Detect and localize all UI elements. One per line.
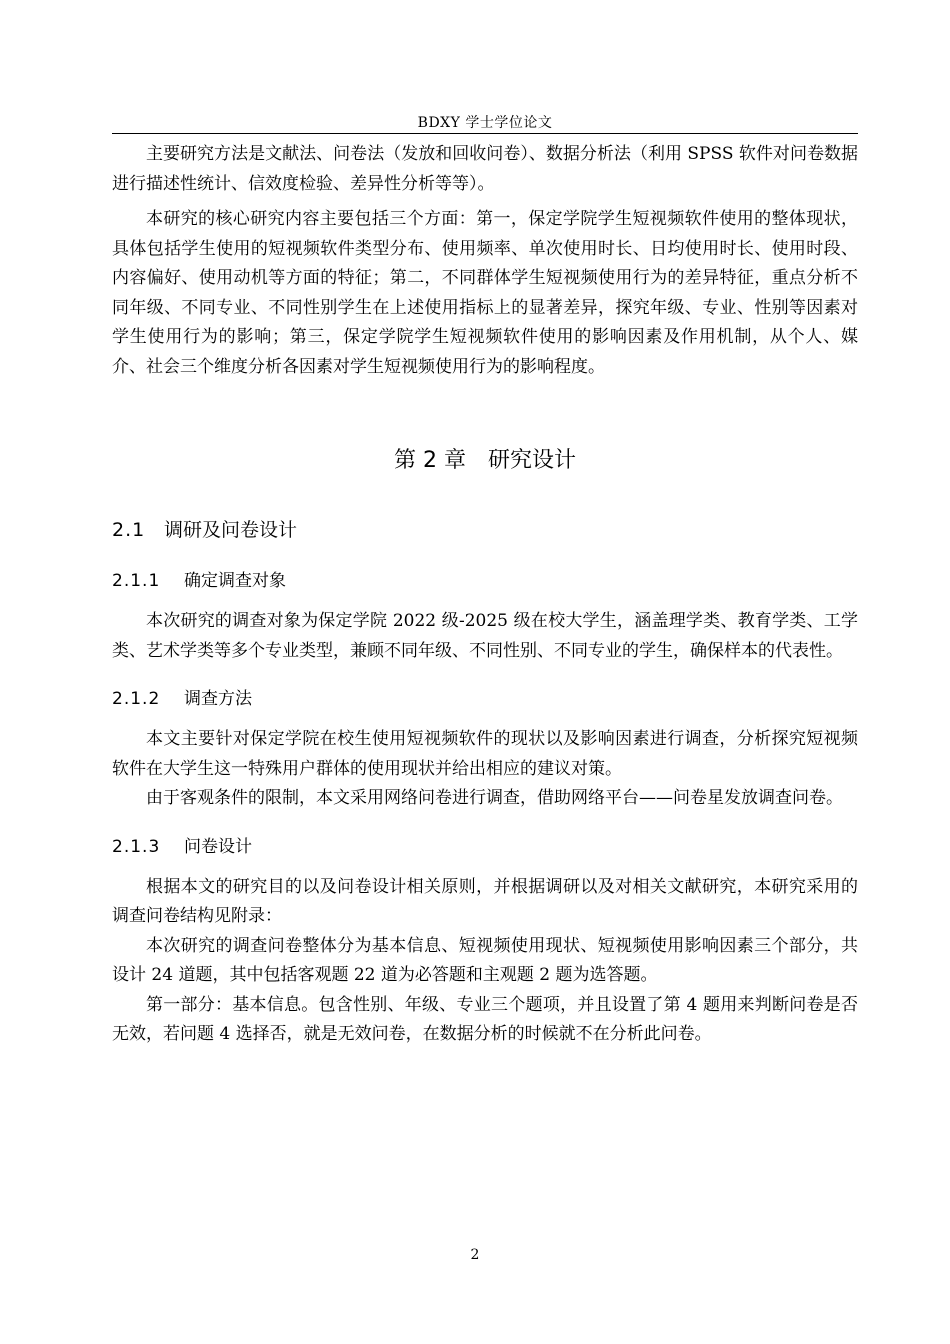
subsection-heading-2-1-3 <box>112 834 858 860</box>
section-number: 2.1 <box>112 519 146 541</box>
paragraph-survey-method-1: 本文主要针对保定学院在校生使用短视频软件的现状以及影响因素进行调查，分析探究短视频软件在大学生这一特殊用户群体的使用现状并给出相应的建议对策。 <box>112 729 858 779</box>
header-rule <box>112 133 858 134</box>
subsection-number: 2.1.1 <box>112 571 161 591</box>
intro-paragraph-core-content: 本研究的核心研究内容主要包括三个方面：第一，保定学院学生短视频软件使用的整体现状，具体包括学生使用的短视频软件类型分布、使用频率、单次使用时长、日均使用时长、使用时段、内容偏好、使用动机等方面的特征；第二，不同群体学生短视频使用行为的差异特征，重点分析不同年级、不同专业、不同性别学生在上述使用指标上的显著差异，探究年级、专业、性别等因素对学生使用行为的影响；第三，保定学院学生短视频软件使用的影响因素及作用机制，从个人、媒介、社会三个维度分析各因素对学生短视频使用行为的影响程度。 <box>112 209 858 377</box>
page-content <box>112 140 858 1050</box>
paragraph-questionnaire-design-2: 本次研究的调查问卷整体分为基本信息、短视频使用现状、短视频使用影响因素三个部分，共设计 24 道题，其中包括客观题 22 道为必答题和主观题 2 题为选答题。 <box>112 935 858 985</box>
subsection-heading-2-1-2 <box>112 686 858 712</box>
subsection-title: 问卷设计 <box>184 836 252 857</box>
paragraph-survey-method-2: 由于客观条件的限制，本文采用网络问卷进行调查，借助网络平台——问卷星发放调查问卷。 <box>146 788 843 808</box>
intro-paragraph-methods: 主要研究方法是文献法、问卷法（发放和回收问卷）、数据分析法（利用 SPSS 软件对问卷数据进行描述性统计、信效度检验、差异性分析等等）。 <box>112 144 858 194</box>
chapter-title: 第 2 章 研究设计 <box>394 448 576 473</box>
section-heading-2-1 <box>112 516 858 544</box>
subsection-title: 调查方法 <box>184 689 252 709</box>
section-title: 调研及问卷设计 <box>164 519 298 541</box>
page-number: 2 <box>470 1247 480 1263</box>
running-header: BDXY 学士学位论文 <box>417 115 553 131</box>
subsection-title: 确定调查对象 <box>184 571 286 591</box>
paragraph-questionnaire-design-1: 根据本文的研究目的以及问卷设计相关原则，并根据调研以及对相关文献研究，本研究采用的调查问卷结构见附录： <box>112 876 858 926</box>
paragraph-questionnaire-design-3: 第一部分：基本信息。包含性别、年级、专业三个题项，并且设置了第 4 题用来判断问卷是否无效，若问题 4 选择否，就是无效问卷，在数据分析的时候就不在分析此问卷。 <box>112 994 858 1044</box>
subsection-number: 2.1.2 <box>112 689 161 709</box>
subsection-number: 2.1.3 <box>112 836 161 857</box>
subsection-heading-2-1-1 <box>112 568 858 594</box>
paragraph-survey-subjects: 本次研究的调查对象为保定学院 2022 级-2025 级在校大学生，涵盖理学类、教育学类、工学类、艺术学类等多个专业类型，兼顾不同年级、不同性别、不同专业的学生，确保样本的代表性。 <box>112 611 858 661</box>
